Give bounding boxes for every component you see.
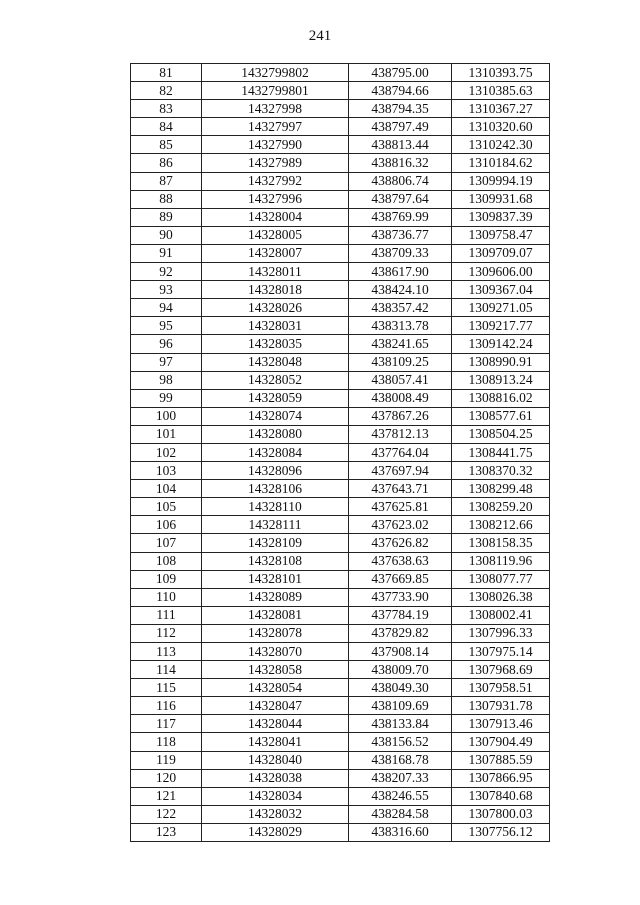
table-row — [131, 823, 550, 841]
point-number-cell: 105 — [131, 498, 202, 516]
table-row — [131, 715, 550, 733]
table-row — [131, 317, 550, 335]
table-row — [131, 588, 550, 606]
table-row — [131, 335, 550, 353]
point-id-cell: 14328101 — [202, 570, 349, 588]
page-number: 241 — [308, 28, 332, 44]
x-coordinate-cell: 438816.32 — [349, 154, 452, 172]
point-id-cell: 14328041 — [202, 733, 349, 751]
coordinates-table-body — [131, 64, 550, 842]
x-coordinate-cell: 438133.84 — [349, 715, 452, 733]
point-number-cell: 121 — [131, 787, 202, 805]
point-number-cell: 110 — [131, 588, 202, 606]
x-coordinate-cell: 438246.55 — [349, 787, 452, 805]
point-number-cell: 119 — [131, 751, 202, 769]
point-id-cell: 14328078 — [202, 624, 349, 642]
point-number-cell: 100 — [131, 407, 202, 425]
y-coordinate-cell: 1308370.32 — [452, 462, 550, 480]
y-coordinate-cell: 1307866.95 — [452, 769, 550, 787]
point-number-cell: 117 — [131, 715, 202, 733]
table-row — [131, 480, 550, 498]
point-id-cell: 14328089 — [202, 588, 349, 606]
table-row — [131, 516, 550, 534]
table-row — [131, 82, 550, 100]
table-row — [131, 606, 550, 624]
x-coordinate-cell: 437669.85 — [349, 570, 452, 588]
point-id-cell: 14328048 — [202, 353, 349, 371]
table-row — [131, 697, 550, 715]
point-number-cell: 109 — [131, 570, 202, 588]
point-number-cell: 84 — [131, 118, 202, 136]
x-coordinate-cell: 438357.42 — [349, 299, 452, 317]
point-id-cell: 14328040 — [202, 751, 349, 769]
x-coordinate-cell: 437625.81 — [349, 498, 452, 516]
y-coordinate-cell: 1309758.47 — [452, 226, 550, 244]
y-coordinate-cell: 1309606.00 — [452, 263, 550, 281]
x-coordinate-cell: 437697.94 — [349, 462, 452, 480]
y-coordinate-cell: 1309217.77 — [452, 317, 550, 335]
table-row — [131, 389, 550, 407]
point-id-cell: 14328044 — [202, 715, 349, 733]
table-row — [131, 154, 550, 172]
y-coordinate-cell: 1308212.66 — [452, 516, 550, 534]
y-coordinate-cell: 1307931.78 — [452, 697, 550, 715]
point-id-cell: 14327992 — [202, 172, 349, 190]
x-coordinate-cell: 438794.66 — [349, 82, 452, 100]
point-id-cell: 14327990 — [202, 136, 349, 154]
x-coordinate-cell: 437764.04 — [349, 443, 452, 461]
point-number-cell: 88 — [131, 190, 202, 208]
x-coordinate-cell: 438797.64 — [349, 190, 452, 208]
point-number-cell: 114 — [131, 661, 202, 679]
point-number-cell: 87 — [131, 172, 202, 190]
y-coordinate-cell: 1307800.03 — [452, 805, 550, 823]
x-coordinate-cell: 437638.63 — [349, 552, 452, 570]
table-row — [131, 136, 550, 154]
point-id-cell: 14327996 — [202, 190, 349, 208]
point-number-cell: 111 — [131, 606, 202, 624]
point-id-cell: 14328032 — [202, 805, 349, 823]
y-coordinate-cell: 1307975.14 — [452, 643, 550, 661]
table-row — [131, 570, 550, 588]
table-row — [131, 64, 550, 82]
point-number-cell: 92 — [131, 263, 202, 281]
x-coordinate-cell: 438009.70 — [349, 661, 452, 679]
point-id-cell: 14328059 — [202, 389, 349, 407]
point-number-cell: 108 — [131, 552, 202, 570]
y-coordinate-cell: 1308002.41 — [452, 606, 550, 624]
point-id-cell: 14328038 — [202, 769, 349, 787]
y-coordinate-cell: 1308299.48 — [452, 480, 550, 498]
point-id-cell: 14328084 — [202, 443, 349, 461]
y-coordinate-cell: 1308259.20 — [452, 498, 550, 516]
point-id-cell: 14328018 — [202, 281, 349, 299]
table-row — [131, 244, 550, 262]
point-id-cell: 14327998 — [202, 100, 349, 118]
point-number-cell: 107 — [131, 534, 202, 552]
y-coordinate-cell: 1309931.68 — [452, 190, 550, 208]
point-id-cell: 14328110 — [202, 498, 349, 516]
point-number-cell: 122 — [131, 805, 202, 823]
point-number-cell: 98 — [131, 371, 202, 389]
table-row — [131, 679, 550, 697]
y-coordinate-cell: 1307756.12 — [452, 823, 550, 841]
y-coordinate-cell: 1308816.02 — [452, 389, 550, 407]
point-number-cell: 81 — [131, 64, 202, 82]
x-coordinate-cell: 438168.78 — [349, 751, 452, 769]
point-id-cell: 14328035 — [202, 335, 349, 353]
y-coordinate-cell: 1309271.05 — [452, 299, 550, 317]
y-coordinate-cell: 1308913.24 — [452, 371, 550, 389]
y-coordinate-cell: 1309367.04 — [452, 281, 550, 299]
y-coordinate-cell: 1308990.91 — [452, 353, 550, 371]
x-coordinate-cell: 438207.33 — [349, 769, 452, 787]
x-coordinate-cell: 438736.77 — [349, 226, 452, 244]
table-row — [131, 661, 550, 679]
point-id-cell: 14327989 — [202, 154, 349, 172]
point-id-cell: 14328106 — [202, 480, 349, 498]
point-number-cell: 93 — [131, 281, 202, 299]
y-coordinate-cell: 1309837.39 — [452, 208, 550, 226]
x-coordinate-cell: 437812.13 — [349, 425, 452, 443]
y-coordinate-cell: 1309709.07 — [452, 244, 550, 262]
y-coordinate-cell: 1308119.96 — [452, 552, 550, 570]
y-coordinate-cell: 1308158.35 — [452, 534, 550, 552]
point-number-cell: 94 — [131, 299, 202, 317]
point-id-cell: 14328058 — [202, 661, 349, 679]
x-coordinate-cell: 438316.60 — [349, 823, 452, 841]
table-row — [131, 425, 550, 443]
point-number-cell: 120 — [131, 769, 202, 787]
point-number-cell: 115 — [131, 679, 202, 697]
x-coordinate-cell: 438797.49 — [349, 118, 452, 136]
point-id-cell: 14328109 — [202, 534, 349, 552]
point-id-cell: 14328034 — [202, 787, 349, 805]
table-row — [131, 751, 550, 769]
point-number-cell: 83 — [131, 100, 202, 118]
x-coordinate-cell: 438049.30 — [349, 679, 452, 697]
point-number-cell: 101 — [131, 425, 202, 443]
y-coordinate-cell: 1307996.33 — [452, 624, 550, 642]
point-id-cell: 14328080 — [202, 425, 349, 443]
x-coordinate-cell: 438109.25 — [349, 353, 452, 371]
y-coordinate-cell: 1309994.19 — [452, 172, 550, 190]
point-number-cell: 82 — [131, 82, 202, 100]
table-row — [131, 172, 550, 190]
table-row — [131, 299, 550, 317]
table-row — [131, 805, 550, 823]
table-row — [131, 643, 550, 661]
coordinates-table — [130, 63, 550, 842]
y-coordinate-cell: 1307885.59 — [452, 751, 550, 769]
point-number-cell: 96 — [131, 335, 202, 353]
table-row — [131, 263, 550, 281]
y-coordinate-cell: 1310367.27 — [452, 100, 550, 118]
point-number-cell: 86 — [131, 154, 202, 172]
point-number-cell: 104 — [131, 480, 202, 498]
point-id-cell: 1432799802 — [202, 64, 349, 82]
point-id-cell: 14328096 — [202, 462, 349, 480]
point-id-cell: 14328052 — [202, 371, 349, 389]
y-coordinate-cell: 1309142.24 — [452, 335, 550, 353]
y-coordinate-cell: 1307958.51 — [452, 679, 550, 697]
y-coordinate-cell: 1307904.49 — [452, 733, 550, 751]
point-number-cell: 85 — [131, 136, 202, 154]
y-coordinate-cell: 1310385.63 — [452, 82, 550, 100]
table-row — [131, 624, 550, 642]
point-id-cell: 14328007 — [202, 244, 349, 262]
table-row — [131, 208, 550, 226]
point-number-cell: 106 — [131, 516, 202, 534]
point-number-cell: 102 — [131, 443, 202, 461]
table-row — [131, 552, 550, 570]
x-coordinate-cell: 438109.69 — [349, 697, 452, 715]
x-coordinate-cell: 437643.71 — [349, 480, 452, 498]
table-row — [131, 498, 550, 516]
table-row — [131, 226, 550, 244]
x-coordinate-cell: 438617.90 — [349, 263, 452, 281]
y-coordinate-cell: 1310393.75 — [452, 64, 550, 82]
y-coordinate-cell: 1310320.60 — [452, 118, 550, 136]
point-number-cell: 99 — [131, 389, 202, 407]
x-coordinate-cell: 437626.82 — [349, 534, 452, 552]
point-id-cell: 14328047 — [202, 697, 349, 715]
table-row — [131, 353, 550, 371]
point-id-cell: 14328070 — [202, 643, 349, 661]
point-number-cell: 118 — [131, 733, 202, 751]
x-coordinate-cell: 437733.90 — [349, 588, 452, 606]
x-coordinate-cell: 438709.33 — [349, 244, 452, 262]
point-id-cell: 14328108 — [202, 552, 349, 570]
point-id-cell: 14328004 — [202, 208, 349, 226]
table-row — [131, 787, 550, 805]
x-coordinate-cell: 438313.78 — [349, 317, 452, 335]
table-row — [131, 100, 550, 118]
table-row — [131, 462, 550, 480]
x-coordinate-cell: 438769.99 — [349, 208, 452, 226]
x-coordinate-cell: 438156.52 — [349, 733, 452, 751]
x-coordinate-cell: 437829.82 — [349, 624, 452, 642]
y-coordinate-cell: 1308441.75 — [452, 443, 550, 461]
point-number-cell: 97 — [131, 353, 202, 371]
x-coordinate-cell: 438806.74 — [349, 172, 452, 190]
y-coordinate-cell: 1308577.61 — [452, 407, 550, 425]
point-number-cell: 103 — [131, 462, 202, 480]
point-number-cell: 91 — [131, 244, 202, 262]
point-id-cell: 14328011 — [202, 263, 349, 281]
table-row — [131, 534, 550, 552]
point-number-cell: 95 — [131, 317, 202, 335]
y-coordinate-cell: 1310184.62 — [452, 154, 550, 172]
point-id-cell: 1432799801 — [202, 82, 349, 100]
table-row — [131, 281, 550, 299]
x-coordinate-cell: 438794.35 — [349, 100, 452, 118]
y-coordinate-cell: 1308077.77 — [452, 570, 550, 588]
point-id-cell: 14328005 — [202, 226, 349, 244]
point-number-cell: 113 — [131, 643, 202, 661]
point-id-cell: 14328074 — [202, 407, 349, 425]
point-id-cell: 14327997 — [202, 118, 349, 136]
point-id-cell: 14328081 — [202, 606, 349, 624]
x-coordinate-cell: 438241.65 — [349, 335, 452, 353]
point-number-cell: 112 — [131, 624, 202, 642]
y-coordinate-cell: 1307968.69 — [452, 661, 550, 679]
y-coordinate-cell: 1308504.25 — [452, 425, 550, 443]
x-coordinate-cell: 438284.58 — [349, 805, 452, 823]
y-coordinate-cell: 1307913.46 — [452, 715, 550, 733]
table-row — [131, 371, 550, 389]
x-coordinate-cell: 437908.14 — [349, 643, 452, 661]
y-coordinate-cell: 1310242.30 — [452, 136, 550, 154]
point-number-cell: 116 — [131, 697, 202, 715]
y-coordinate-cell: 1308026.38 — [452, 588, 550, 606]
point-id-cell: 14328029 — [202, 823, 349, 841]
table-row — [131, 733, 550, 751]
table-row — [131, 190, 550, 208]
x-coordinate-cell: 438795.00 — [349, 64, 452, 82]
x-coordinate-cell: 438813.44 — [349, 136, 452, 154]
point-id-cell: 14328054 — [202, 679, 349, 697]
table-row — [131, 769, 550, 787]
x-coordinate-cell: 437784.19 — [349, 606, 452, 624]
point-id-cell: 14328111 — [202, 516, 349, 534]
table-row — [131, 443, 550, 461]
point-number-cell: 90 — [131, 226, 202, 244]
x-coordinate-cell: 438424.10 — [349, 281, 452, 299]
table-row — [131, 407, 550, 425]
x-coordinate-cell: 437867.26 — [349, 407, 452, 425]
table-row — [131, 118, 550, 136]
point-id-cell: 14328026 — [202, 299, 349, 317]
point-number-cell: 123 — [131, 823, 202, 841]
x-coordinate-cell: 437623.02 — [349, 516, 452, 534]
y-coordinate-cell: 1307840.68 — [452, 787, 550, 805]
x-coordinate-cell: 438057.41 — [349, 371, 452, 389]
x-coordinate-cell: 438008.49 — [349, 389, 452, 407]
point-id-cell: 14328031 — [202, 317, 349, 335]
point-number-cell: 89 — [131, 208, 202, 226]
